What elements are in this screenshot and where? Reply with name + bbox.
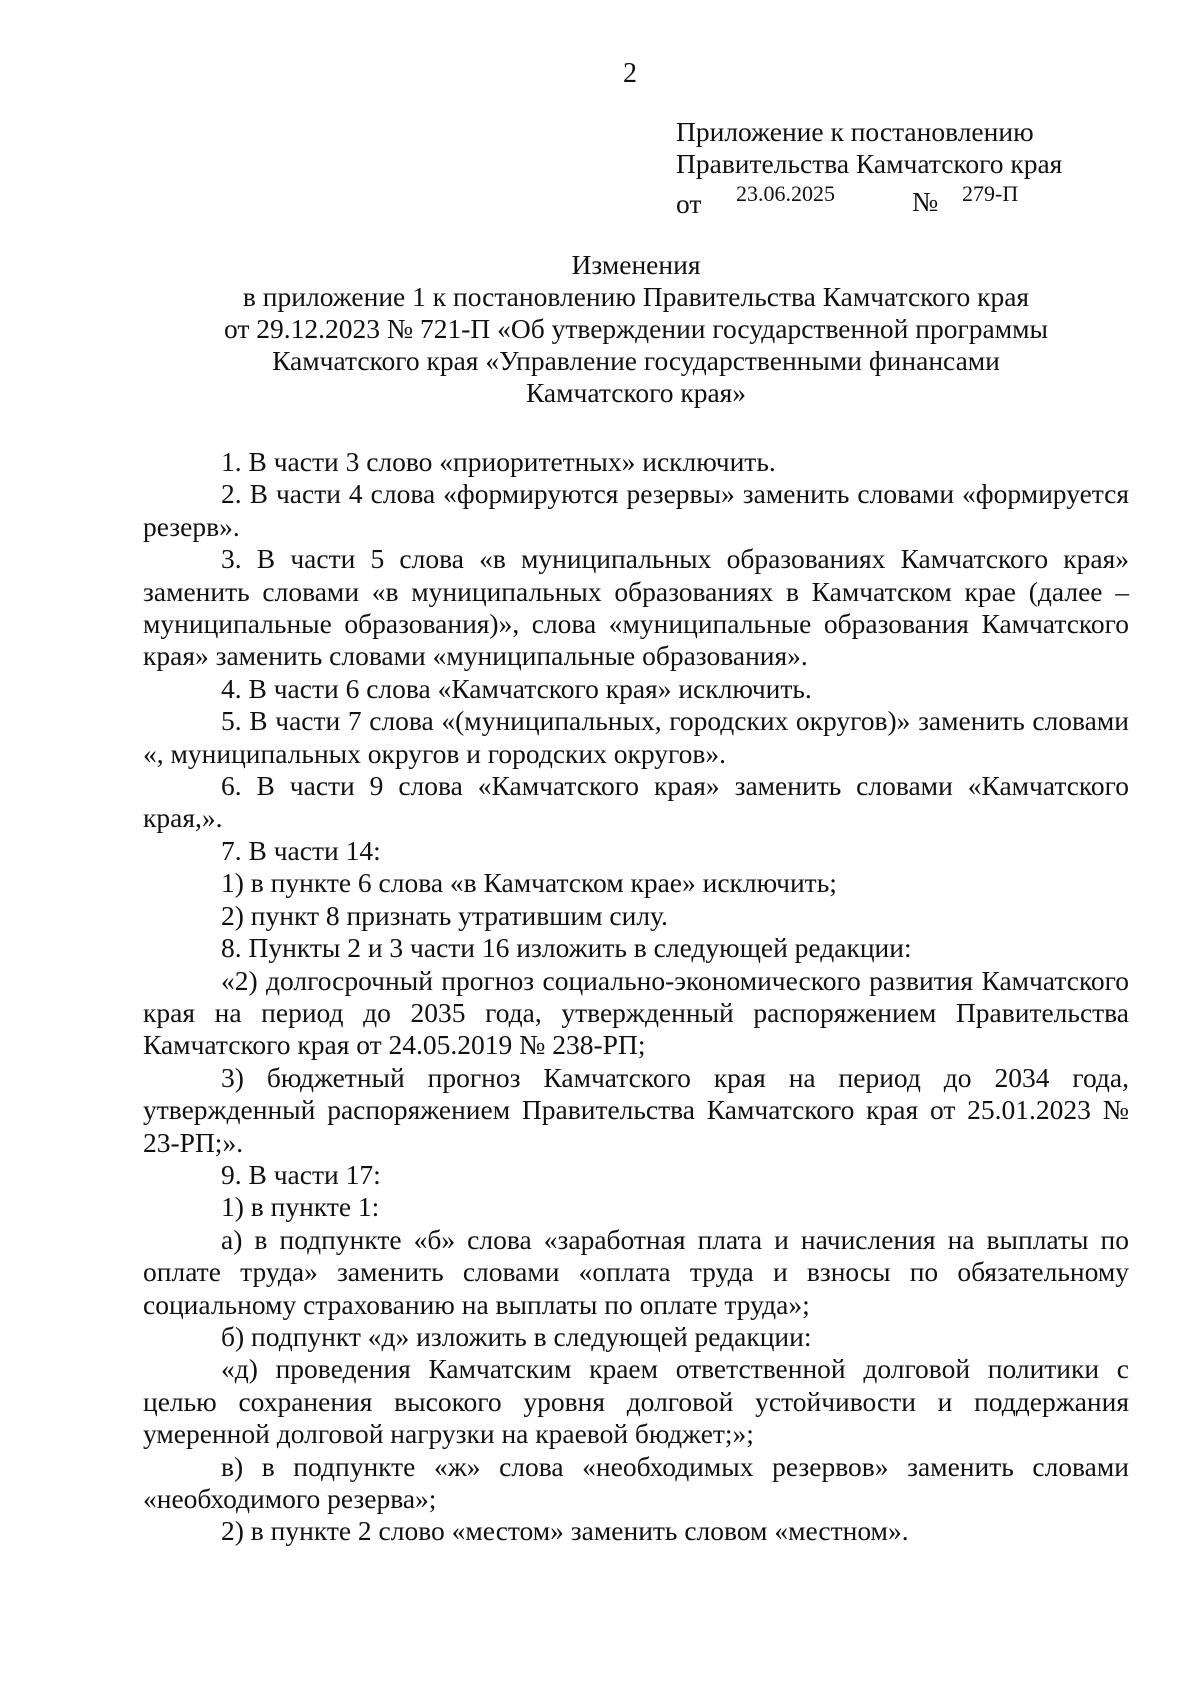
paragraph: б) подпункт «д» изложить в следующей редакции:: [221, 1320, 812, 1352]
paragraph: «2) долгосрочный прогноз социально-экономического развития Камчатского края на период до 2035 года, утвержденный распоряжением Правительства Камчатского края от 24.05.2019 № 238-РП;: [143, 964, 1129, 1061]
paragraph: 2) в пункте 2 слово «местом» заменить словом «местном».: [221, 1515, 909, 1547]
paragraph: 7. В части 14:: [221, 834, 381, 866]
attachment-date-row: [676, 180, 1062, 219]
paragraph: 2) пункт 8 признать утратившим силу.: [221, 899, 668, 931]
paragraph: 3. В части 5 слова «в муниципальных образованиях Камчатского края» заменить словами «в муниципальных образованиях в Камчатском крае (далее – муниципальные образования)», слова «муниципальные образования Камчатского края» заменить словами «муниципальные образования».: [143, 543, 1129, 672]
paragraph: 4. В части 6 слова «Камчатского края» исключить.: [221, 672, 812, 704]
number-sign: №: [912, 186, 939, 217]
paragraph: 5. В части 7 слова «(муниципальных, городских округов)» заменить словами «, муниципальных округов и городских округов».: [143, 705, 1129, 769]
paragraph: «д) проведения Камчатским краем ответственной долговой политики с целью сохранения высокого уровня долговой устойчивости и поддержания умеренной долговой нагрузки на краевой бюджет;»;: [143, 1353, 1129, 1450]
from-label: от: [676, 188, 702, 219]
page-number: 2: [623, 58, 637, 89]
document-body: [143, 446, 1129, 1548]
paragraph: 1) в пункте 1:: [221, 1191, 380, 1223]
title-line-4: Камчатского края «Управление государственными финансами: [272, 345, 1000, 376]
title-line-2: в приложение 1 к постановлению Правительства Камчатского края: [242, 281, 1030, 312]
paragraph: 9. В части 17:: [221, 1158, 381, 1190]
paragraph: 2. В части 4 слова «формируются резервы» заменить словами «формируется резерв».: [143, 478, 1129, 542]
paragraph: 1. В части 3 слово «приоритетных» исключить.: [221, 446, 776, 477]
document-number: 279-П: [962, 181, 1019, 206]
title-line-3: от 29.12.2023 № 721-П «Об утверждении государственной программы: [223, 313, 1048, 344]
paragraph: а) в подпункте «б» слова «заработная плата и начисления на выплаты по оплате труда» заменить словами «оплата труда и взносы по обязательному социальному страхованию на выплаты по оплате труда»;: [143, 1223, 1129, 1320]
attachment-header: [676, 116, 1063, 219]
paragraph: в) в подпункте «ж» слова «необходимых резервов» заменить словами «необходимого резерва»;: [143, 1450, 1129, 1514]
document-date: 23.06.2025: [736, 181, 835, 206]
attachment-line-1: Приложение к постановлению: [676, 116, 1034, 147]
document-title: [143, 249, 1129, 409]
paragraph: 3) бюджетный прогноз Камчатского края на период до 2034 года, утвержденный распоряжением Правительства Камчатского края от 25.01.2023 № 23-РП;».: [143, 1061, 1129, 1158]
title-line-1: Изменения: [571, 249, 701, 280]
paragraph: 6. В части 9 слова «Камчатского края» заменить словами «Камчатского края,».: [143, 770, 1129, 834]
attachment-line-2: Правительства Камчатского края: [676, 148, 1063, 179]
paragraph: 8. Пункты 2 и 3 части 16 изложить в следующей редакции:: [221, 932, 912, 964]
title-line-5: Камчатского края»: [525, 377, 747, 408]
paragraph: 1) в пункте 6 слова «в Камчатском крае» исключить;: [221, 867, 837, 899]
